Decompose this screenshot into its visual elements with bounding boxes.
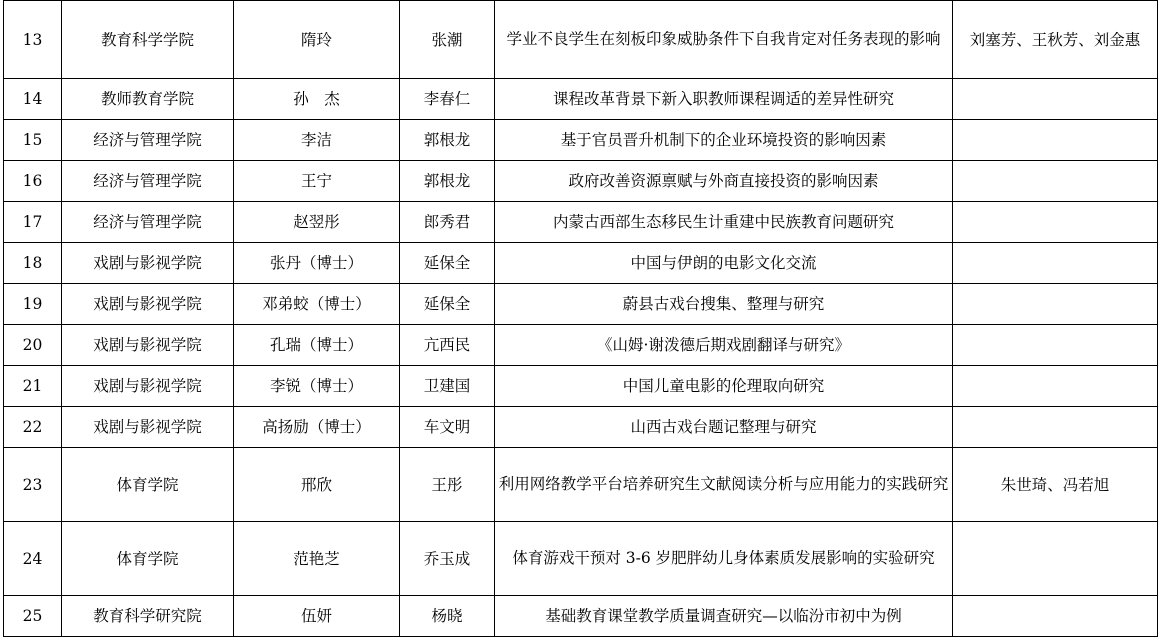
advisor-cell: 卫建国 xyxy=(400,366,495,407)
row-number: 13 xyxy=(4,1,62,79)
members-cell: 朱世琦、冯若旭 xyxy=(953,448,1158,522)
members-cell xyxy=(953,120,1158,161)
student-cell: 张丹（博士） xyxy=(234,243,400,284)
row-number: 17 xyxy=(4,202,62,243)
members-cell xyxy=(953,284,1158,325)
table-row xyxy=(4,202,1158,243)
project-title-cell: 学业不良学生在刻板印象威胁条件下自我肯定对任务表现的影响 xyxy=(495,1,953,79)
row-number: 25 xyxy=(4,596,62,637)
student-cell: 隋玲 xyxy=(234,1,400,79)
college-cell: 教师教育学院 xyxy=(62,79,234,120)
members-cell xyxy=(953,407,1158,448)
advisor-cell: 延保全 xyxy=(400,284,495,325)
project-title-cell: 体育游戏干预对 3-6 岁肥胖幼儿身体素质发展影响的实验研究 xyxy=(495,522,953,596)
college-cell: 戏剧与影视学院 xyxy=(62,325,234,366)
row-number: 20 xyxy=(4,325,62,366)
college-cell: 戏剧与影视学院 xyxy=(62,243,234,284)
table-row xyxy=(4,1,1158,79)
student-cell: 高扬励（博士） xyxy=(234,407,400,448)
student-cell: 伍妍 xyxy=(234,596,400,637)
college-cell: 体育学院 xyxy=(62,522,234,596)
college-cell: 经济与管理学院 xyxy=(62,202,234,243)
table-row xyxy=(4,407,1158,448)
row-number: 21 xyxy=(4,366,62,407)
project-title-cell: 中国儿童电影的伦理取向研究 xyxy=(495,366,953,407)
project-title-cell: 内蒙古西部生态移民生计重建中民族教育问题研究 xyxy=(495,202,953,243)
project-title-cell: 中国与伊朗的电影文化交流 xyxy=(495,243,953,284)
row-number: 19 xyxy=(4,284,62,325)
student-cell: 邢欣 xyxy=(234,448,400,522)
student-cell: 孙 杰 xyxy=(234,79,400,120)
project-title-cell: 基础教育课堂教学质量调查研究—以临汾市初中为例 xyxy=(495,596,953,637)
row-number: 18 xyxy=(4,243,62,284)
table-row xyxy=(4,79,1158,120)
project-title-cell: 《山姆·谢泼德后期戏剧翻译与研究》 xyxy=(495,325,953,366)
advisor-cell: 郭根龙 xyxy=(400,161,495,202)
table-row xyxy=(4,120,1158,161)
college-cell: 教育科学学院 xyxy=(62,1,234,79)
table-row xyxy=(4,243,1158,284)
advisor-cell: 郎秀君 xyxy=(400,202,495,243)
student-cell: 李锐（博士） xyxy=(234,366,400,407)
advisor-cell: 延保全 xyxy=(400,243,495,284)
members-cell xyxy=(953,522,1158,596)
project-title-cell: 利用网络教学平台培养研究生文献阅读分析与应用能力的实践研究 xyxy=(495,448,953,522)
members-cell xyxy=(953,596,1158,637)
table-row xyxy=(4,325,1158,366)
project-table xyxy=(3,0,1158,637)
college-cell: 经济与管理学院 xyxy=(62,161,234,202)
members-cell: 刘塞芳、王秋芳、刘金惠 xyxy=(953,1,1158,79)
student-cell: 孔瑞（博士） xyxy=(234,325,400,366)
table-row xyxy=(4,161,1158,202)
advisor-cell: 王彤 xyxy=(400,448,495,522)
advisor-cell: 张潮 xyxy=(400,1,495,79)
project-title-cell: 山西古戏台题记整理与研究 xyxy=(495,407,953,448)
advisor-cell: 杨晓 xyxy=(400,596,495,637)
project-title-cell: 基于官员晋升机制下的企业环境投资的影响因素 xyxy=(495,120,953,161)
student-cell: 李洁 xyxy=(234,120,400,161)
members-cell xyxy=(953,325,1158,366)
row-number: 22 xyxy=(4,407,62,448)
student-cell: 王宁 xyxy=(234,161,400,202)
table-row xyxy=(4,284,1158,325)
college-cell: 体育学院 xyxy=(62,448,234,522)
row-number: 23 xyxy=(4,448,62,522)
table-row xyxy=(4,448,1158,522)
advisor-cell: 车文明 xyxy=(400,407,495,448)
members-cell xyxy=(953,79,1158,120)
members-cell xyxy=(953,243,1158,284)
table-row xyxy=(4,522,1158,596)
student-cell: 邓弟蛟（博士） xyxy=(234,284,400,325)
row-number: 24 xyxy=(4,522,62,596)
row-number: 15 xyxy=(4,120,62,161)
row-number: 14 xyxy=(4,79,62,120)
college-cell: 戏剧与影视学院 xyxy=(62,366,234,407)
advisor-cell: 乔玉成 xyxy=(400,522,495,596)
college-cell: 经济与管理学院 xyxy=(62,120,234,161)
members-cell xyxy=(953,202,1158,243)
members-cell xyxy=(953,366,1158,407)
members-cell xyxy=(953,161,1158,202)
advisor-cell: 亢西民 xyxy=(400,325,495,366)
table-row xyxy=(4,366,1158,407)
college-cell: 戏剧与影视学院 xyxy=(62,407,234,448)
project-title-cell: 课程改革背景下新入职教师课程调适的差异性研究 xyxy=(495,79,953,120)
table-row xyxy=(4,596,1158,637)
advisor-cell: 李春仁 xyxy=(400,79,495,120)
project-title-cell: 政府改善资源禀赋与外商直接投资的影响因素 xyxy=(495,161,953,202)
row-number: 16 xyxy=(4,161,62,202)
college-cell: 教育科学研究院 xyxy=(62,596,234,637)
student-cell: 赵翌彤 xyxy=(234,202,400,243)
college-cell: 戏剧与影视学院 xyxy=(62,284,234,325)
student-cell: 范艳芝 xyxy=(234,522,400,596)
advisor-cell: 郭根龙 xyxy=(400,120,495,161)
project-title-cell: 蔚县古戏台搜集、整理与研究 xyxy=(495,284,953,325)
